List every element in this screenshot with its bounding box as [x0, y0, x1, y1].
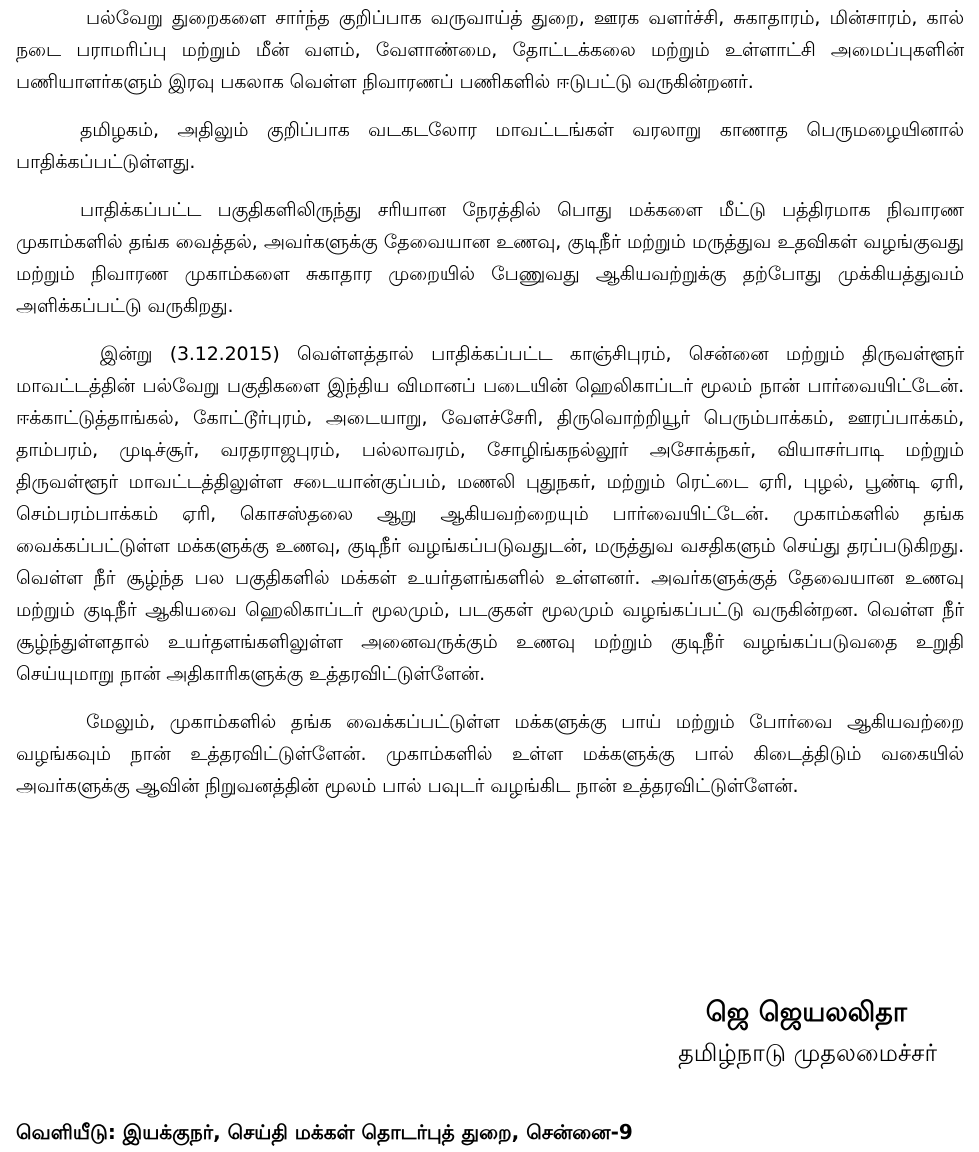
- signatory-title: தமிழ்நாடு முதலமைச்சர்: [678, 1039, 937, 1067]
- signature-block: [437, 993, 937, 1073]
- document-body: [16, 2, 964, 802]
- signatory-name: ஜெ ஜெயலலிதா: [705, 997, 907, 1028]
- paragraph-heavy-rain: தமிழகம், அதிலும் குறிப்பாக வடகடலோர மாவட்டங்கள் வரலாறு காணாத பெருமழையினால் பாதிக்கப்பட்டுள்ளது.: [16, 119, 964, 173]
- paragraph-relief-camps: பாதிக்கப்பட்ட பகுதிகளிலிருந்து சரியான நேரத்தில் பொது மக்களை மீட்டு பத்திரமாக நிவாரண முகாம்களில் தங்க வைத்தல், அவர்களுக்கு தேவையான உணவு, குடிநீர் மற்றும் மருத்துவ உதவிகள் வழங்குவது மற்றும் நிவாரண முகாம்களை சுகாதார முறையில் பேணுவது ஆகியவற்றுக்கு தற்போது முக்கியத்துவம் அளிக்கப்பட்டு வருகிறது.: [16, 199, 964, 317]
- paragraph-relief-departments: பல்வேறு துறைகளை சார்ந்த குறிப்பாக வருவாய்த் துறை, ஊரக வளர்ச்சி, சுகாதாரம், மின்சாரம், கால் நடை பராமரிப்பு மற்றும் மீன் வளம், வேளாண்மை, தோட்டக்கலை மற்றும் உள்ளாட்சி அமைப்புகளின் பணியாளர்களும் இரவு பகலாக வெள்ள நிவாரணப் பணிகளில் ஈடுபட்டு வருகின்றனர்.: [16, 7, 964, 93]
- paragraph-aerial-survey: இன்று (3.12.2015) வெள்ளத்தால் பாதிக்கப்பட்ட காஞ்சிபுரம், சென்னை மற்றும் திருவள்ளூர் மாவட்டத்தின் பல்வேறு பகுதிகளை இந்திய விமானப் படையின் ஹெலிகாப்டர் மூலம் நான் பார்வையிட்டேன். ஈக்காட்டுத்தாங்கல், கோட்டூர்புரம், அடையாறு, வேளச்சேரி, திருவொற்றியூர் பெரும்பாக்கம், ஊரப்பாக்கம், தாம்பரம், முடிச்சூர், வரதராஜபுரம், பல்லாவரம், சோழிங்கநல்லூர் அசோக்நகர், வியாசர்பாடி மற்றும் திருவள்ளூர் மாவட்டத்திலுள்ள சடையான்குப்பம், மணலி புதுநகர், மற்றும் ரெட்டை ஏரி, புழல், பூண்டி ஏரி, செம்பரம்பாக்கம் ஏரி, கொசஸ்தலை ஆறு ஆகியவற்றையும் பார்வையிட்டேன். முகாம்களில் தங்க வைக்கப்பட்டுள்ள மக்களுக்கு உணவு, குடிநீர் வழங்கப்படுவதுடன், மருத்துவ வசதிகளும் செய்து தரப்படுகிறது. வெள்ள நீர் சூழ்ந்த பல பகுதிகளில் மக்கள் உயர்தளங்களில் உள்ளனர். அவர்களுக்குத் தேவையான உணவு மற்றும் குடிநீர் ஆகியவை ஹெலிகாப்டர் மூலமும், படகுகள் மூலமும் வழங்கப்பட்டு வருகின்றன. வெள்ள நீர் சூழ்ந்துள்ளதால் உயர்தளங்களிலுள்ள அனைவருக்கும் உணவு மற்றும் குடிநீர் வழங்கப்படுவதை உறுதி செய்யுமாறு நான் அதிகாரிகளுக்கு உத்தரவிட்டுள்ளேன்.: [16, 343, 964, 685]
- paragraph-mats-milk-powder: மேலும், முகாம்களில் தங்க வைக்கப்பட்டுள்ள மக்களுக்கு பாய் மற்றும் போர்வை ஆகியவற்றை வழங்கவும் நான் உத்தரவிட்டுள்ளேன். முகாம்களில் உள்ள மக்களுக்கு பால் கிடைத்திடும் வகையில் அவர்களுக்கு ஆவின் நிறுவனத்தின் மூலம் பால் பவுடர் வழங்கிட நான் உத்தரவிட்டுள்ளேன்.: [16, 711, 964, 797]
- release-line: வெளியீடு: இயக்குநர், செய்தி மக்கள் தொடர்புத் துறை, சென்னை-9: [16, 1120, 633, 1144]
